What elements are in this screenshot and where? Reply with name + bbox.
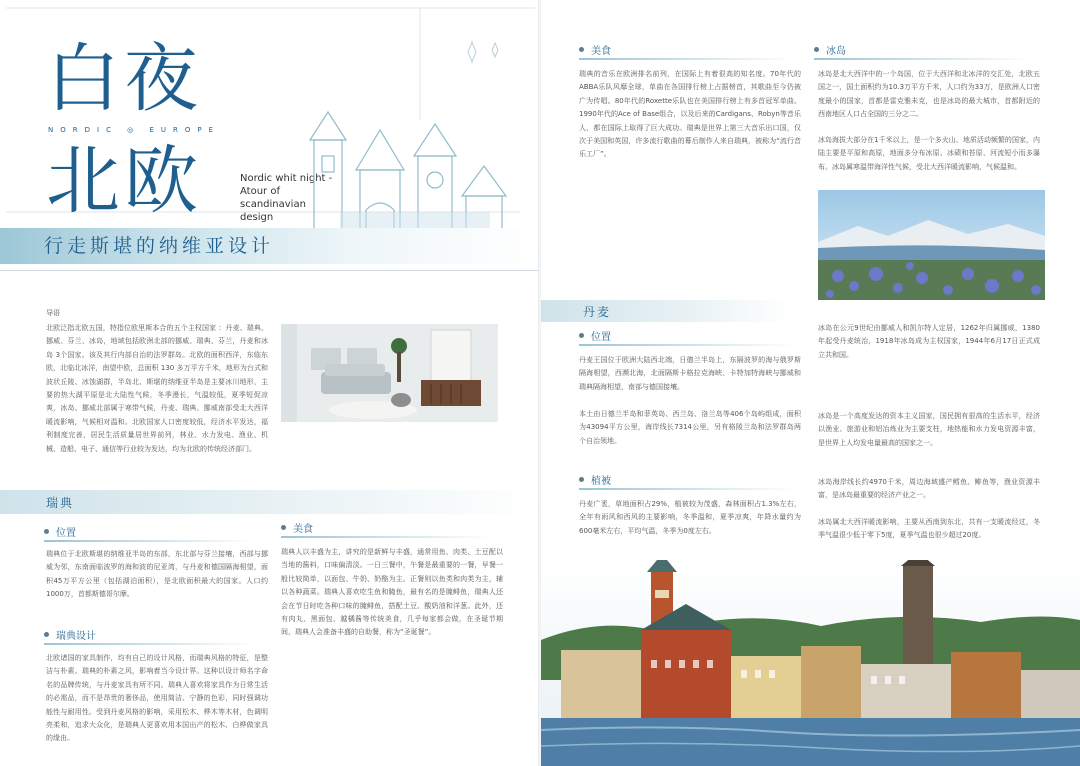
music-head: 美食 (579, 42, 794, 58)
brand-line: NORDIC ◎ EUROPE (48, 126, 221, 134)
sweden-food-text: 瑞典人以丰盛为主，讲究的是新鲜与丰盛，通常用鱼、肉类、土豆配以当地的酱料，口味偏清淡。一日三餐中，午餐是最重要的一餐，早餐一般比较简单，以面包、牛奶、奶酪为主。正餐则以鱼类和肉类为主，辅以各种蔬菜。瑞典人喜欢吃生鱼和腌鱼，最有名的是腌鲱鱼，瑞典人还会在节日时吃各种口味的腌鲱鱼，搭配土豆、酸奶油和洋葱。此外，还有肉丸、黑面包、越橘酱等传统美食，几乎每家都会做，在圣诞节期间，瑞典人会准备丰盛的自助餐，称为“圣诞餐”。 (281, 548, 503, 637)
sweden-design-head: 瑞典设计 (44, 627, 254, 643)
bullet-dot-icon (44, 529, 49, 534)
iceland-head: 冰岛 (814, 42, 1029, 58)
title-line-2: 北欧 (46, 138, 202, 224)
iceland-text-4: 冰岛是一个高度发达的资本主义国家，国民拥有很高的生活水平，经济以渔业、旅游业和铝冶炼业为主要支柱，地热能和水力发电资源丰富，是世界上人均发电量最高的国家之一。 (818, 412, 1040, 447)
denmark-location-text-1: 丹麦王国位于欧洲大陆西北端，日德兰半岛上，东隔波罗的海与俄罗斯隔海相望，西濒北海，北面隔斯卡格拉克海峡、卡特加特海峡与挪威和瑞典隔海相望，南部与德国接壤。 (579, 356, 801, 391)
iceland-text-5: 冰岛海岸线长约4970千米，周边海域盛产鳕鱼、鲱鱼等，渔业资源丰富，是冰岛最重要的经济产业之一。 (818, 478, 1040, 500)
denmark-location-head: 位置 (579, 328, 794, 344)
section-denmark-title: 丹麦 (583, 305, 612, 319)
denmark-climate-text: 丹麦广袤，草地面积占29%，植被较为茂盛，森林面积占1.3%左右，全年有雨风和西风的主要影响，冬季温和，夏季凉爽，年降水量约为600毫米左右，平均气温，冬季为0度左右。 (579, 500, 801, 535)
section-sweden (0, 490, 535, 514)
bullet-dot-icon (814, 47, 819, 52)
music-text: 瑞典的音乐在欧洲排名前列，在国际上有着很高的知名度。70年代的ABBA乐队风靡全球，单曲在各国排行榜上占据榜首，其歌曲至今仍被广为传唱。80年代的Roxette乐队也在美国排行榜上有多首冠军单曲。1990年代的Ace of Base组合，以及后来的Cardigans、Robyn等音乐人，都在国际上取得了巨大成功。瑞典是世界上第三大音乐出口国，仅次于美国和英国，许多流行歌曲的幕后制作人来自瑞典，被称为“流行音乐工厂”。 (579, 70, 801, 159)
intro-label: 导语 (46, 309, 60, 317)
bullet-dot-icon (579, 333, 584, 338)
iceland-text-2: 冰岛海拔大部分在1千米以上，是一个多火山、地质活动频繁的国家，内陆主要是平原和高原，地面多分布冰原、冰碛和苔原、河流短小而多瀑布。冰岛属寒温带海洋性气候，受北大西洋暖流影响，气候温和。 (818, 136, 1040, 171)
bullet-dot-icon (579, 47, 584, 52)
denmark-location-text-2: 本土由日德兰半岛和菲英岛、西兰岛、洛兰岛等406个岛屿组成，面积为43094平方公里，海岸线长7314公里，另有格陵兰岛和法罗群岛两个自治领地。 (579, 410, 801, 445)
section-sweden-title: 瑞典 (46, 496, 75, 510)
iceland-text-6: 冰岛属北大西洋暖流影响，主要从西南到东北，共有一支暖流经过，冬季气温很少低于零下5度，夏季气温也很少超过20度。 (818, 518, 1040, 540)
intro-text: 北欧泛指北欧五国，特指位欧里斯本合的五个主权国家 ：丹麦、瑞典、挪威、芬兰、冰岛，地域包括欧洲北部的挪威、瑞典、芬兰，丹麦和冰岛 3个国家。该及其行内部自治的法罗群岛。北欧的面积西洋，东临东欧，北临北冰洋，南望中欧，总面积 130 多万平方千米，地形为台式和波状丘陵、冰蚀湖群，半岛北、斯堪的纳维亚半岛是主要冰川地形，主要的热大湖平原是北大陆性气候，冬季漫长，气温较低，夏季短促凉爽，冰岛、挪威北部属于寒带气候，丹麦、瑞典、挪威南部受北大西洋暖流影响，气候相对温和。北欧国家人口密度较低，经济水平发达，福利制度完善，居民生活质量居世界前列，林业、水力发电、渔业、机械、造船、电子、通信等行业较为发达，均为北欧的传统经济部门。 (46, 324, 268, 453)
bullet-dot-icon (281, 525, 286, 530)
right-page (541, 0, 1080, 766)
bullet-dot-icon (579, 477, 584, 482)
city-harbour-photo (541, 560, 1080, 766)
sweden-location-head: 位置 (44, 524, 254, 540)
sweden-design-text: 北欧诸国的家具制作，均有自己的设计风格，而瑞典风格的特征，是整洁与朴素。瑞典的朴素之风，影响着当今设计界。这种以设计师名字命名的品牌传统，与丹麦家具有所不同。瑞典人喜欢将家具作为日常生活的必需品，而不是昂贵的奢侈品，使用简洁、宁静的色彩，同时强调功能性与耐用性。受到丹麦风格的影响，采用松木、桦木等木材，色调明亮柔和，追求大众化，是瑞典人更喜欢用本国出产的松木、白桦做家具的缘由。 (46, 654, 268, 743)
section-denmark (541, 300, 791, 322)
english-subtitle: Nordic whit night - Atour of scandinavian design (240, 173, 333, 223)
iceland-text-1: 冰岛是北大西洋中的一个岛国，位于大西洋和北冰洋的交汇处，北欧五国之一，国土面积约为10.3万平方千米，人口约为33万，是欧洲人口密度最小的国家，首都是雷克雅未克，也是冰岛的最大城市，首都附近的西南地区人口占全国的三分之二。 (818, 70, 1040, 119)
banner-title: 行走斯堪的纳维亚设计 (44, 235, 275, 257)
sweden-location-text: 瑞典位于北欧斯堪的纳维亚半岛的东部，东北部与芬兰接壤，西部与挪威为邻，东南面临波罗的海和波的尼亚湾，与丹麦和德国隔海相望，面积45万平方公里（包括湖泊面积），是北欧面积最大的国家。人口约1000万，首都斯德哥尔摩。 (46, 550, 268, 599)
denmark-climate-head: 植被 (579, 472, 794, 488)
title-line-1: 白夜 (46, 36, 202, 122)
sweden-food-head: 美食 (281, 520, 491, 536)
bullet-dot-icon (44, 632, 49, 637)
iceland-text-3: 冰岛在公元9世纪由挪威人和凯尔特人定居，1262年归属挪威，1380年起受丹麦统治，1918年冰岛成为主权国家，1944年6月17日正式成立共和国。 (818, 324, 1040, 359)
header-divider (0, 270, 540, 271)
living-room-photo (281, 324, 498, 422)
iceland-flowers-photo (818, 190, 1045, 300)
